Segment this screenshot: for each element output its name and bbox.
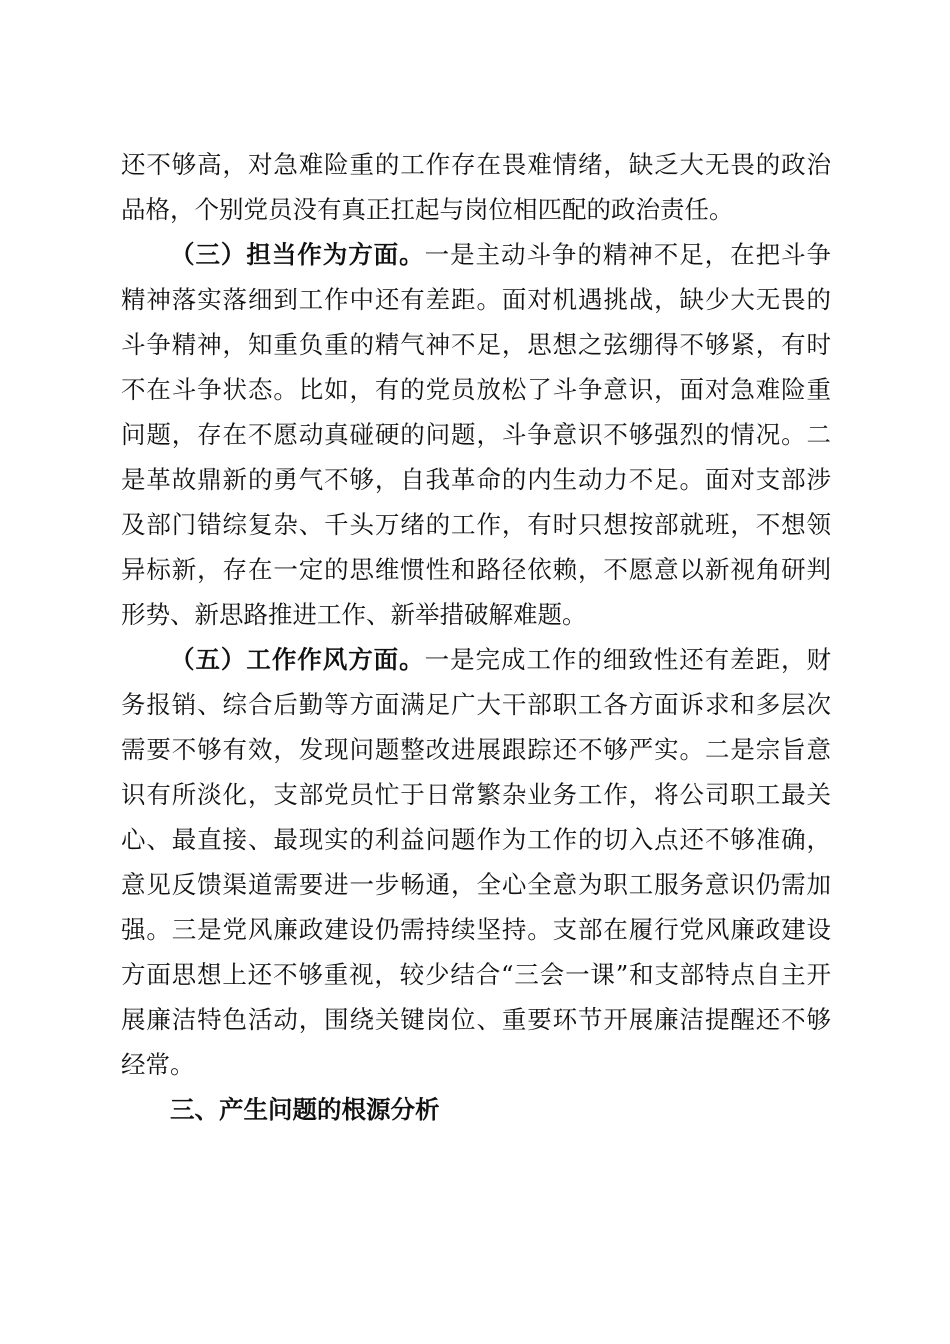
section-title: 三、产生问题的根源分析 — [170, 1095, 440, 1124]
paragraph-responsibility-heading: （三）担当作为方面。 — [170, 240, 425, 269]
paragraph-responsibility — [121, 232, 831, 637]
paragraph-continued: 还不够高，对急难险重的工作存在畏难情绪，缺乏大无畏的政治品格，个别党员没有真正扛起与岗位相匹配的政治责任。 — [121, 150, 831, 224]
paragraph-work-style — [121, 637, 831, 1087]
paragraph-responsibility-body: 一是主动斗争的精神不足，在把斗争精神落实落细到工作中还有差距。面对机遇挑战，缺少大无畏的斗争精神，知重负重的精气神不足，思想之弦绷得不够紧，有时不在斗争状态。比如，有的党员放松了斗争意识，面对急难险重问题，存在不愿动真碰硬的问题，斗争意识不够强烈的情况。二是革故鼎新的勇气不够，自我革命的内生动力不足。面对支部涉及部门错综复杂、千头万绪的工作，有时只想按部就班，不想领异标新，存在一定的思维惯性和路径依赖，不愿意以新视角研判形势、新思路推进工作、新举措破解难题。 — [121, 240, 832, 629]
paragraph-work-style-heading: （五）工作作风方面。 — [170, 645, 425, 674]
paragraph-work-style-body: 一是完成工作的细致性还有差距，财务报销、综合后勤等方面满足广大干部职工各方面诉求和多层次需要不够有效，发现问题整改进展跟踪还不够严实。二是宗旨意识有所淡化，支部党员忙于日常繁杂业务工作，将公司职工最关心、最直接、最现实的利益问题作为工作的切入点还不够准确，意见反馈渠道需要进一步畅通，全心全意为职工服务意识仍需加强。三是党风廉政建设仍需持续坚持。支部在履行党风廉政建设方面思想上还不够重视，较少结合“三会一课”和支部特点自主开展廉洁特色活动，围绕关键岗位、重要环节开展廉洁提醒还不够经常。 — [121, 645, 832, 1079]
document-body — [121, 142, 831, 1132]
